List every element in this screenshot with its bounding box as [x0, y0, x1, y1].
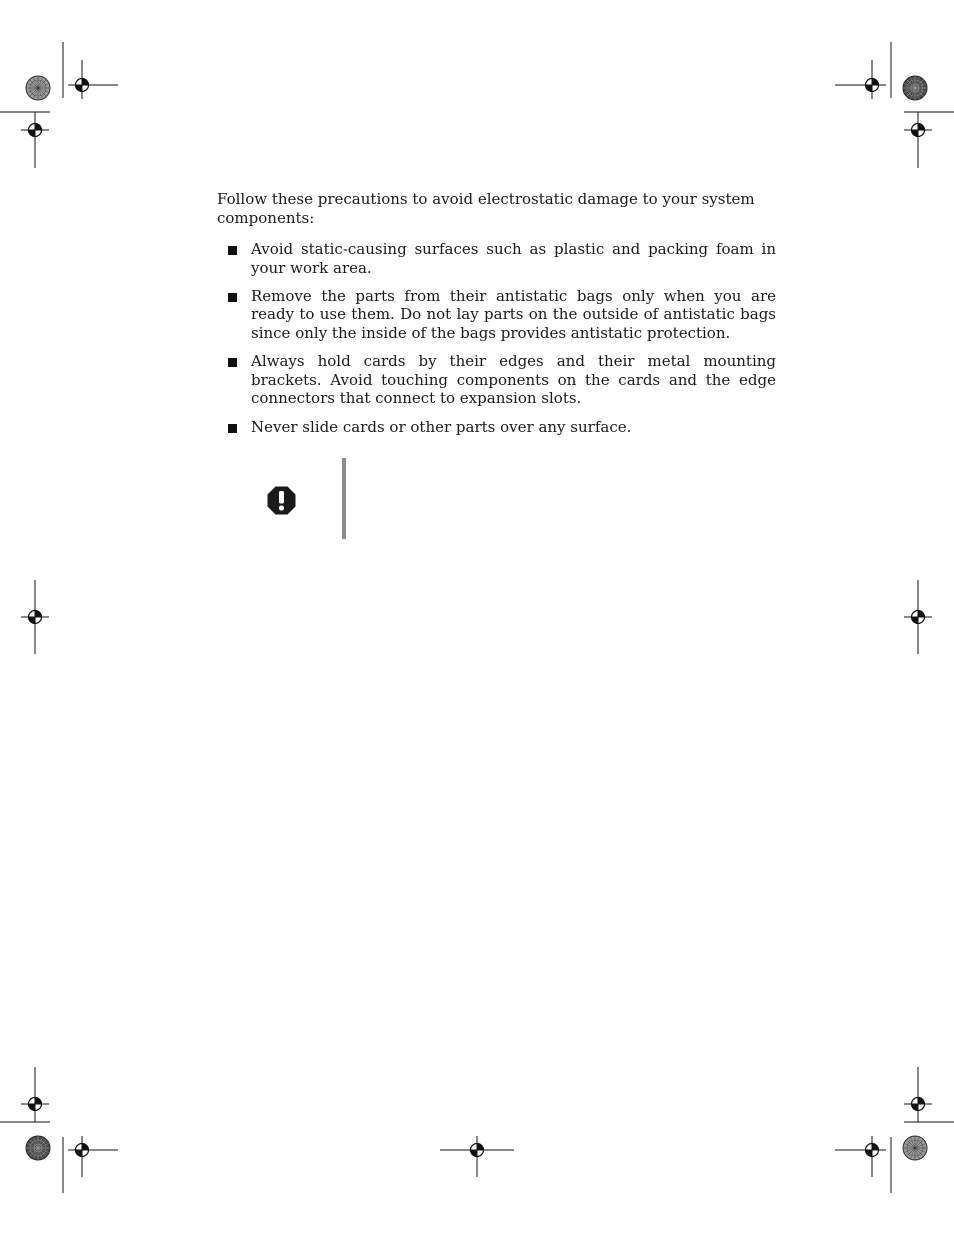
registration-mark-icon — [858, 1136, 886, 1164]
color-target-icon — [903, 1136, 927, 1160]
registration-mark-icon — [21, 1090, 49, 1118]
caution-divider — [342, 458, 346, 539]
bullet-icon — [228, 293, 237, 302]
registration-mark-icon — [68, 1136, 96, 1164]
list-item-text: Never slide cards or other parts over any surface. — [251, 417, 632, 436]
color-target-icon — [903, 76, 927, 100]
registration-mark-icon — [904, 603, 932, 631]
registration-mark-icon — [68, 71, 96, 99]
registration-mark-icon — [463, 1136, 491, 1164]
list-item — [226, 418, 776, 437]
precautions-list — [226, 240, 776, 446]
registration-mark-icon — [21, 603, 49, 631]
list-item-text: Always hold cards by their edges and their metal mounting brackets. Avoid touching components on the cards and the edge connectors that connect to expansion slots. — [251, 352, 776, 408]
bullet-icon — [228, 358, 237, 367]
list-item — [226, 240, 776, 277]
warning-icon — [267, 486, 296, 515]
registration-mark-icon — [904, 1090, 932, 1118]
bullet-icon — [228, 424, 237, 433]
color-target-icon — [26, 1136, 50, 1160]
list-item — [226, 352, 776, 408]
list-item — [226, 287, 776, 343]
intro-paragraph: Follow these precautions to avoid electrostatic damage to your system components: — [217, 190, 755, 227]
registration-mark-icon — [858, 71, 886, 99]
bullet-icon — [228, 246, 237, 255]
registration-mark-icon — [904, 116, 932, 144]
list-item-text: Avoid static-causing surfaces such as plastic and packing foam in your work area. — [251, 240, 776, 277]
registration-mark-icon — [21, 116, 49, 144]
color-target-icon — [26, 76, 50, 100]
list-item-text: Remove the parts from their antistatic bags only when you are ready to use them. Do not lay parts on the outside of antistatic bags since only the inside of the bags provides antistatic protection. — [251, 286, 776, 342]
